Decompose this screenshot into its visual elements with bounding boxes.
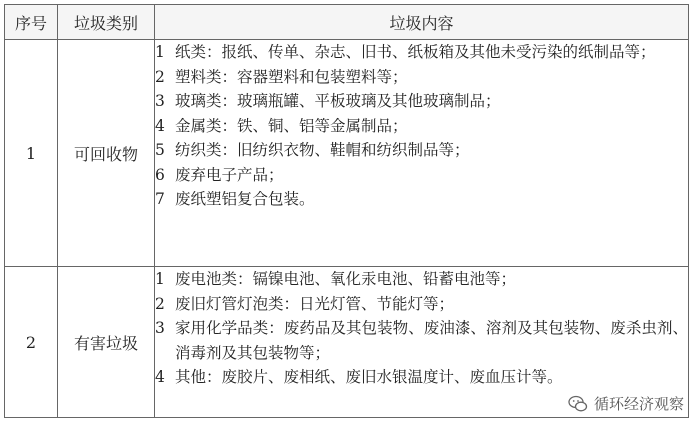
- row-category: 可回收物: [58, 40, 155, 267]
- list-item: [155, 187, 688, 212]
- table-row: [5, 40, 689, 267]
- waste-classification-table: [4, 4, 689, 418]
- row-number: 1: [5, 40, 58, 267]
- item-text: 其他：废胶片、废相纸、废旧水银温度计、废血压计等。: [175, 368, 563, 386]
- watermark-text: 循环经济观察: [593, 395, 684, 413]
- item-number: 3: [155, 319, 165, 337]
- header-content: 垃圾内容: [155, 5, 689, 40]
- item-text: 废弃电子产品；: [175, 165, 284, 184]
- item-number: 1: [155, 270, 165, 288]
- item-number: 4: [155, 368, 165, 386]
- item-number: 2: [155, 67, 165, 86]
- item-number: 7: [155, 190, 165, 208]
- list-item: [155, 89, 688, 114]
- item-number: 5: [155, 141, 165, 159]
- header-category: 垃圾类别: [58, 5, 155, 40]
- item-text: 玻璃类：玻璃瓶罐、平板玻璃及其他玻璃制品；: [175, 92, 501, 110]
- list-item: [155, 267, 688, 292]
- row-number: 2: [5, 267, 58, 418]
- item-text: 塑料类：容器塑料和包装塑料等；: [175, 67, 408, 86]
- item-text: 纸类：报纸、传单、杂志、旧书、纸板箱及其他未受污染的纸制品等；: [175, 43, 656, 61]
- item-text: 家用化学品类：废药品及其包装物、废油漆、溶剂及其包装物、废杀虫剂、消毒剂及其包装物等；: [175, 319, 688, 362]
- row-content: [155, 40, 689, 267]
- header-row: [5, 5, 689, 40]
- item-number: 4: [155, 116, 165, 135]
- wechat-icon: [568, 394, 588, 414]
- item-text: 金属类：铁、铜、铝等金属制品；: [175, 116, 408, 135]
- list-item: [155, 40, 688, 65]
- list-item: [155, 114, 688, 139]
- list-item: [155, 316, 688, 365]
- list-item: [155, 138, 688, 163]
- watermark: [568, 393, 684, 414]
- item-text: 废电池类：镉镍电池、氧化汞电池、铅蓄电池等；: [175, 270, 517, 288]
- item-number: 1: [155, 43, 165, 61]
- list-item: [155, 365, 688, 390]
- header-number: 序号: [5, 5, 58, 40]
- list-item: [155, 292, 688, 317]
- item-number: 2: [155, 294, 165, 313]
- item-number: 6: [155, 165, 165, 184]
- item-text: 废旧灯管灯泡类：日光灯管、节能灯等；: [175, 294, 455, 313]
- item-number: 3: [155, 92, 165, 110]
- item-text: 纺织类：旧纺织衣物、鞋帽和纺织制品等；: [175, 141, 470, 159]
- list-item: [155, 163, 688, 188]
- item-text: 废纸塑铝复合包装。: [175, 190, 315, 208]
- row-category: 有害垃圾: [58, 267, 155, 418]
- list-item: [155, 65, 688, 90]
